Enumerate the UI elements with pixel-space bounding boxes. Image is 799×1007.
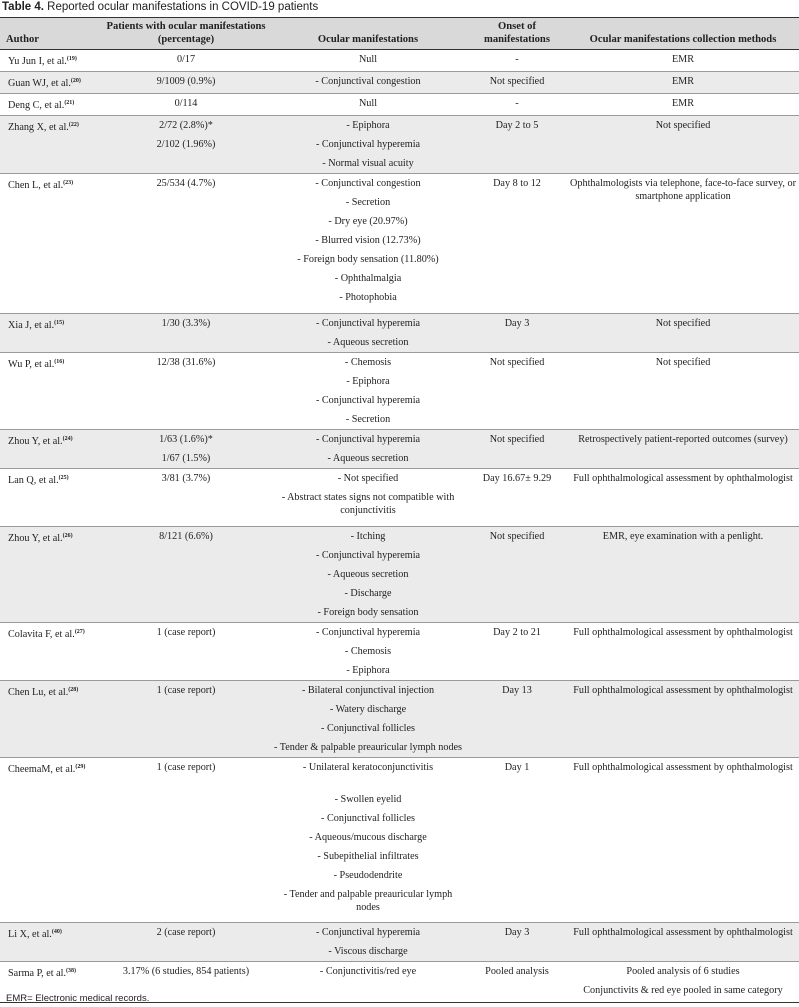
manifestations-line: - Discharge bbox=[344, 588, 392, 599]
author-name: Colavita F, et al. bbox=[8, 629, 75, 640]
table-caption bbox=[2, 1, 318, 13]
manifestations-line: - Conjunctival congestion bbox=[315, 76, 421, 87]
manifestations-line: - Bilateral conjunctival injection bbox=[301, 685, 435, 696]
author-cell bbox=[0, 353, 103, 430]
methods-cell bbox=[567, 353, 799, 430]
reference-number: (15) bbox=[54, 320, 65, 326]
manifestations-line: - Conjunctival follicles bbox=[321, 813, 415, 824]
methods-line: Pooled analysis of 6 studies bbox=[626, 966, 740, 977]
manifestations-line: - Chemosis bbox=[344, 357, 392, 368]
methods-line: EMR bbox=[671, 76, 695, 87]
methods-line: Ophthalmologists via telephone, face-to-face survey, or smartphone application bbox=[570, 178, 796, 202]
patients-cell bbox=[103, 72, 269, 94]
patients-line: 2 (case report) bbox=[156, 927, 216, 938]
header-manifestations: Ocular manifestations bbox=[317, 33, 419, 45]
methods-cell bbox=[567, 469, 799, 527]
patients-cell bbox=[103, 623, 269, 681]
header-author: Author bbox=[6, 33, 39, 45]
manifestations-line: - Epiphora bbox=[346, 665, 390, 676]
methods-line: Not specified bbox=[655, 120, 711, 131]
onset-cell bbox=[467, 116, 567, 174]
patients-line: 0/17 bbox=[176, 54, 196, 65]
manifestations-cell bbox=[269, 923, 467, 962]
author-cell bbox=[0, 469, 103, 527]
reference-number: (25) bbox=[58, 475, 69, 481]
manifestations-cell bbox=[269, 94, 467, 116]
author-cell bbox=[0, 50, 103, 72]
onset-cell bbox=[467, 469, 567, 527]
manifestations-line: Null bbox=[358, 98, 378, 109]
manifestations-line: - Conjunctival hyperemia bbox=[315, 395, 421, 406]
table-row bbox=[0, 923, 799, 962]
table-row bbox=[0, 314, 799, 353]
table-row bbox=[0, 623, 799, 681]
manifestations-line: - Photophobia bbox=[339, 292, 397, 303]
patients-line: 1 (case report) bbox=[156, 627, 216, 638]
onset-line: Day 8 to 12 bbox=[493, 178, 541, 189]
methods-cell bbox=[567, 430, 799, 469]
methods-line: EMR bbox=[671, 54, 695, 65]
methods-cell bbox=[567, 923, 799, 962]
reference-number: (23) bbox=[63, 180, 74, 186]
onset-cell bbox=[467, 72, 567, 94]
onset-cell bbox=[467, 50, 567, 72]
footnote: EMR= Electronic medical records. bbox=[6, 993, 150, 1004]
manifestations-line: - Conjunctival hyperemia bbox=[315, 927, 421, 938]
table-row bbox=[0, 116, 799, 174]
methods-cell bbox=[567, 116, 799, 174]
patients-line: 8/121 (6.6%) bbox=[159, 531, 213, 542]
reference-number: (28) bbox=[68, 687, 79, 693]
manifestations-line: - Conjunctivitis/red eye bbox=[319, 966, 417, 977]
onset-line: Day 16.67± 9.29 bbox=[482, 473, 552, 484]
patients-cell bbox=[103, 430, 269, 469]
manifestations-line: - Foreign body sensation (11.80%) bbox=[297, 254, 439, 265]
onset-cell bbox=[467, 527, 567, 623]
table-row bbox=[0, 430, 799, 469]
patients-line: 1/67 (1.5%) bbox=[161, 453, 211, 464]
onset-cell bbox=[467, 623, 567, 681]
methods-cell bbox=[567, 962, 799, 1003]
author-name: Chen L, et al. bbox=[8, 180, 64, 191]
patients-line: 1 (case report) bbox=[156, 685, 216, 696]
methods-cell bbox=[567, 681, 799, 758]
manifestations-line: - Conjunctival hyperemia bbox=[315, 550, 421, 561]
methods-cell bbox=[567, 174, 799, 314]
author-cell bbox=[0, 314, 103, 353]
patients-cell bbox=[103, 353, 269, 430]
patients-line: 3.17% (6 studies, 854 patients) bbox=[122, 966, 250, 977]
manifestations-line: - Itching bbox=[350, 531, 386, 542]
onset-cell bbox=[467, 174, 567, 314]
author-cell bbox=[0, 527, 103, 623]
author-cell bbox=[0, 116, 103, 174]
author-name: Guan WJ, et al. bbox=[8, 78, 71, 89]
methods-line: Full ophthalmological assessment by ophthalmologist bbox=[573, 927, 793, 938]
manifestations-line: - Unilateral keratoconjunctivitis bbox=[302, 762, 434, 773]
onset-line: Day 2 to 5 bbox=[495, 120, 539, 131]
patients-line: 0/114 bbox=[174, 98, 198, 109]
author-name: Li X, et al. bbox=[8, 929, 52, 940]
methods-line: EMR bbox=[671, 98, 695, 109]
methods-line: Full ophthalmological assessment by ophthalmologist bbox=[573, 473, 793, 484]
onset-line: - bbox=[515, 98, 519, 109]
patients-cell bbox=[103, 116, 269, 174]
methods-cell bbox=[567, 314, 799, 353]
manifestations-line: - Watery discharge bbox=[329, 704, 407, 715]
table-row bbox=[0, 353, 799, 430]
author-name: Zhou Y, et al. bbox=[8, 533, 63, 544]
manifestations-line: - Abstract states signs not compatible with conjunctivitis bbox=[281, 492, 455, 516]
methods-line: Not specified bbox=[655, 357, 711, 368]
manifestations-cell bbox=[269, 50, 467, 72]
caption-label: Table 4. bbox=[2, 1, 44, 13]
manifestations-line: - Aqueous secretion bbox=[327, 569, 409, 580]
manifestations-line: - Normal visual acuity bbox=[322, 158, 414, 169]
onset-line: Day 3 bbox=[504, 927, 530, 938]
author-name: Xia J, et al. bbox=[8, 320, 55, 331]
manifestations-line: - Secretion bbox=[345, 414, 391, 425]
manifestations-line: - Viscous discharge bbox=[328, 946, 408, 957]
author-name: Yu Jun I, et al. bbox=[8, 56, 67, 67]
reference-number: (20) bbox=[70, 78, 81, 84]
manifestations-line: - Conjunctival hyperemia bbox=[315, 627, 421, 638]
reference-number: (27) bbox=[74, 629, 85, 635]
onset-cell bbox=[467, 314, 567, 353]
onset-line: Not specified bbox=[489, 531, 545, 542]
manifestations-cell bbox=[269, 962, 467, 1003]
table-body bbox=[0, 50, 799, 1003]
author-name: Deng C, et al. bbox=[8, 100, 65, 111]
reference-number: (29) bbox=[75, 764, 86, 770]
manifestations-cell bbox=[269, 623, 467, 681]
manifestations-line: - Conjunctival hyperemia bbox=[315, 434, 421, 445]
methods-line: Retrospectively patient-reported outcomes (survey) bbox=[578, 434, 788, 445]
methods-line: Full ophthalmological assessment by ophthalmologist bbox=[573, 762, 793, 773]
author-cell bbox=[0, 623, 103, 681]
manifestations-cell bbox=[269, 116, 467, 174]
methods-line: Conjunctivits & red eye pooled in same category bbox=[583, 985, 783, 996]
manifestations-cell bbox=[269, 353, 467, 430]
patients-line: 3/81 (3.7%) bbox=[161, 473, 211, 484]
manifestations-line: - Swollen eyelid bbox=[334, 794, 402, 805]
manifestations-line: - Conjunctival follicles bbox=[321, 723, 415, 734]
patients-cell bbox=[103, 527, 269, 623]
patients-cell bbox=[103, 50, 269, 72]
header-onset: Onset of manifestations bbox=[484, 21, 550, 45]
methods-line: Not specified bbox=[655, 318, 711, 329]
patients-cell bbox=[103, 94, 269, 116]
manifestations-line: Null bbox=[358, 54, 378, 65]
manifestations-line: - Blurred vision (12.73%) bbox=[315, 235, 421, 246]
author-name: Zhang X, et al. bbox=[8, 122, 69, 133]
methods-cell bbox=[567, 72, 799, 94]
manifestations-line: - Ophthalmalgia bbox=[334, 273, 402, 284]
onset-cell bbox=[467, 681, 567, 758]
methods-cell bbox=[567, 527, 799, 623]
manifestations-cell bbox=[269, 758, 467, 923]
patients-line: 12/38 (31.6%) bbox=[156, 357, 216, 368]
author-name: CheemaM, et al. bbox=[8, 764, 76, 775]
header-row bbox=[0, 18, 799, 50]
manifestations-line: - Conjunctival hyperemia bbox=[315, 139, 421, 150]
patients-line: 25/534 (4.7%) bbox=[156, 178, 216, 189]
methods-line: Full ophthalmological assessment by ophthalmologist bbox=[573, 627, 793, 638]
methods-cell bbox=[567, 50, 799, 72]
manifestations-cell bbox=[269, 430, 467, 469]
manifestations-line: - Epiphora bbox=[346, 376, 390, 387]
manifestations-line: - Secretion bbox=[345, 197, 391, 208]
methods-cell bbox=[567, 758, 799, 923]
manifestations-line: - Aqueous secretion bbox=[327, 453, 409, 464]
onset-line: Day 13 bbox=[502, 685, 532, 696]
patients-cell bbox=[103, 758, 269, 923]
manifestations-cell bbox=[269, 174, 467, 314]
table-row bbox=[0, 174, 799, 314]
methods-cell bbox=[567, 94, 799, 116]
author-cell bbox=[0, 430, 103, 469]
manifestations-cell bbox=[269, 72, 467, 94]
patients-cell bbox=[103, 681, 269, 758]
manifestations-line: - Conjunctival congestion bbox=[315, 178, 421, 189]
onset-line: Not specified bbox=[489, 434, 545, 445]
onset-cell bbox=[467, 758, 567, 923]
author-name: Lan Q, et al. bbox=[8, 475, 59, 486]
author-cell bbox=[0, 174, 103, 314]
patients-line: 9/1009 (0.9%) bbox=[156, 76, 216, 87]
author-cell bbox=[0, 72, 103, 94]
reference-number: (22) bbox=[68, 122, 79, 128]
table-row bbox=[0, 681, 799, 758]
methods-line: EMR, eye examination with a penlight. bbox=[602, 531, 764, 542]
manifestations-line: - Aqueous/mucous discharge bbox=[309, 832, 427, 843]
manifestations-line: - Tender and palpable preauricular lymph nodes bbox=[283, 889, 453, 913]
ocular-manifestations-table bbox=[0, 17, 799, 1003]
header-patients: Patients with ocular manifestations (percentage) bbox=[106, 21, 266, 45]
patients-line: 2/102 (1.96%) bbox=[156, 139, 216, 150]
manifestations-line: - Conjunctival hyperemia bbox=[315, 318, 421, 329]
author-cell bbox=[0, 923, 103, 962]
reference-number: (40) bbox=[51, 929, 62, 935]
manifestations-cell bbox=[269, 681, 467, 758]
patients-line: 1 (case report) bbox=[156, 762, 216, 773]
author-name: Sarma P, et al. bbox=[8, 968, 66, 979]
reference-number: (21) bbox=[64, 100, 75, 106]
author-name: Chen Lu, et al. bbox=[8, 687, 69, 698]
onset-line: Pooled analysis bbox=[485, 966, 549, 977]
manifestations-line: - Chemosis bbox=[344, 646, 392, 657]
reference-number: (38) bbox=[66, 968, 76, 974]
patients-cell bbox=[103, 923, 269, 962]
methods-line: Full ophthalmological assessment by ophthalmologist bbox=[573, 685, 793, 696]
table-row bbox=[0, 72, 799, 94]
reference-number: (26) bbox=[62, 533, 73, 539]
table-row bbox=[0, 758, 799, 923]
onset-cell bbox=[467, 353, 567, 430]
manifestations-line: - Not specified bbox=[337, 473, 399, 484]
patients-cell bbox=[103, 174, 269, 314]
onset-line: - bbox=[515, 54, 519, 65]
manifestations-line: - Dry eye (20.97%) bbox=[328, 216, 408, 227]
reference-number: (19) bbox=[66, 56, 77, 62]
table-row bbox=[0, 469, 799, 527]
manifestations-line: - Tender & palpable preauricular lymph nodes bbox=[273, 742, 463, 753]
caption-text: Reported ocular manifestations in COVID-19 patients bbox=[47, 1, 319, 13]
onset-line: Not specified bbox=[489, 76, 545, 87]
onset-cell bbox=[467, 430, 567, 469]
onset-cell bbox=[467, 94, 567, 116]
patients-line: 1/63 (1.6%)* bbox=[159, 434, 213, 445]
reference-number: (16) bbox=[54, 359, 65, 365]
manifestations-line: - Pseudodendrite bbox=[333, 870, 403, 881]
patients-line: 1/30 (3.3%) bbox=[161, 318, 211, 329]
onset-cell bbox=[467, 923, 567, 962]
table-row bbox=[0, 94, 799, 116]
author-cell bbox=[0, 758, 103, 923]
onset-cell bbox=[467, 962, 567, 1003]
manifestations-line: - Epiphora bbox=[346, 120, 390, 131]
onset-line: Day 2 to 21 bbox=[493, 627, 541, 638]
author-name: Zhou Y, et al. bbox=[8, 436, 63, 447]
manifestations-line: - Aqueous secretion bbox=[327, 337, 409, 348]
patients-cell bbox=[103, 469, 269, 527]
manifestations-line: - Foreign body sensation bbox=[317, 607, 419, 618]
table-row bbox=[0, 50, 799, 72]
onset-line: Day 3 bbox=[504, 318, 530, 329]
methods-cell bbox=[567, 623, 799, 681]
manifestations-cell bbox=[269, 527, 467, 623]
manifestations-cell bbox=[269, 469, 467, 527]
onset-line: Not specified bbox=[489, 357, 545, 368]
onset-line: Day 1 bbox=[504, 762, 530, 773]
author-cell bbox=[0, 94, 103, 116]
reference-number: (24) bbox=[62, 436, 73, 442]
author-cell bbox=[0, 681, 103, 758]
patients-cell bbox=[103, 314, 269, 353]
manifestations-cell bbox=[269, 314, 467, 353]
header-methods: Ocular manifestations collection methods bbox=[589, 33, 777, 45]
table-row bbox=[0, 527, 799, 623]
author-name: Wu P, et al. bbox=[8, 359, 55, 370]
manifestations-line: - Subepithelial infiltrates bbox=[317, 851, 419, 862]
patients-line: 2/72 (2.8%)* bbox=[159, 120, 213, 131]
